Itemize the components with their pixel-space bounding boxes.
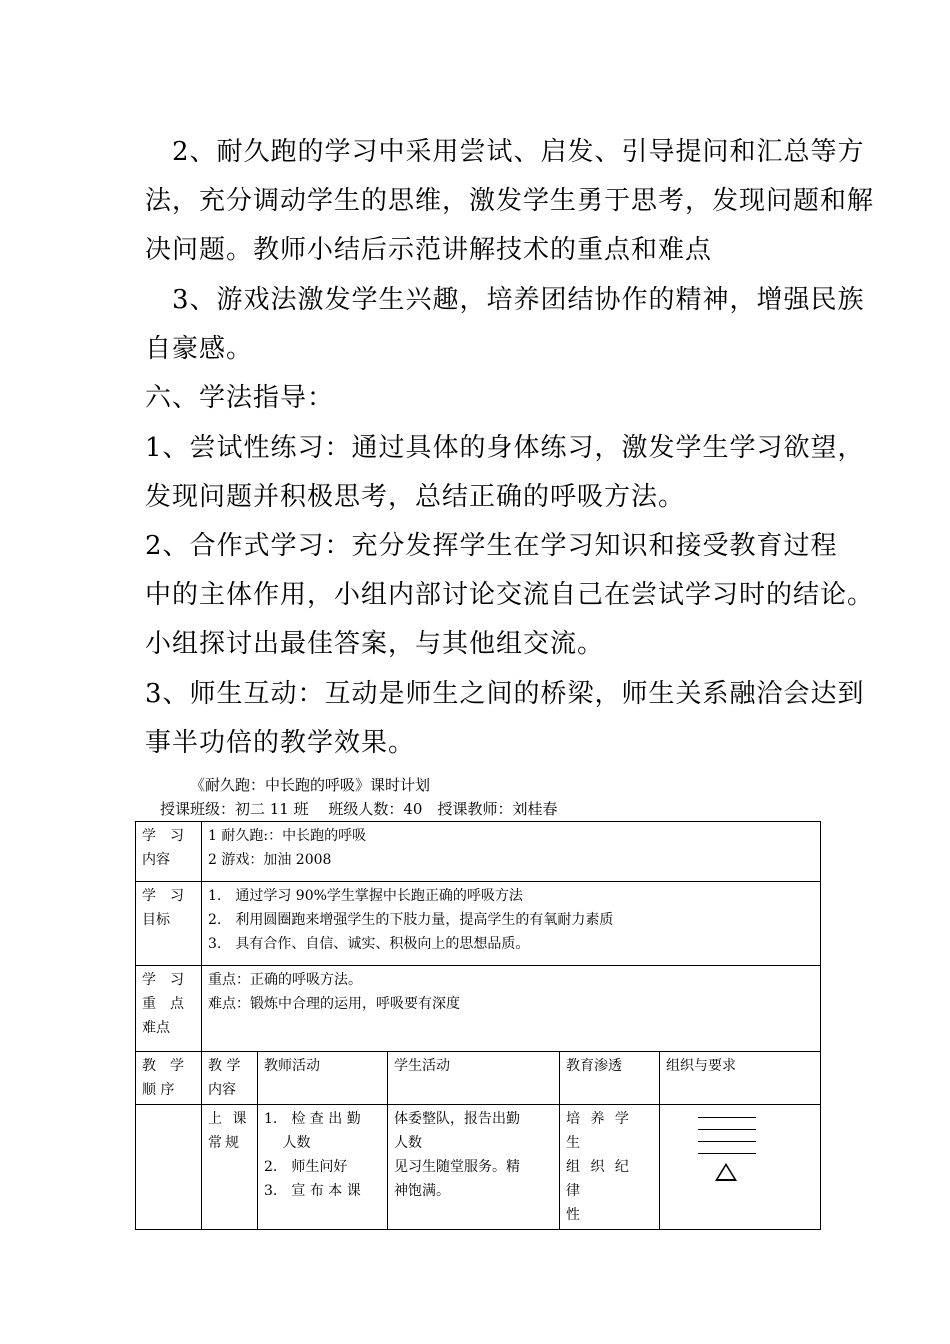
formation-line [698,1153,756,1154]
text-line: 中的主体作用，小组内部讨论交流自己在尝试学习时的结论。 [145,580,875,610]
teacher-activity-cell: 1. 检 查 出 勤 人数 2. 师生问好 3. 宣 布 本 课 [258,1105,388,1230]
text-line: 2、耐久跑的学习中采用尝试、启发、引导提问和汇总等方 [145,137,865,167]
table-header-row [136,1052,821,1105]
education-cell: 培 养 学 生 组 织 纪 律 性 [560,1105,660,1230]
table-row-goals [136,882,821,966]
paragraph-guidance-2 [145,522,875,669]
content-cell: 1 耐久跑:：中长跑的呼吸 2 游戏：加油 2008 [202,822,821,882]
paragraph-guidance-1 [145,424,865,522]
text-line: 1、尝试性练习：通过具体的身体练习，激发学生学习欲望， [145,433,865,463]
text-line: 决问题。教师小结后示范讲解技术的重点和难点 [145,235,713,265]
header-content: 教 学 内容 [202,1052,258,1105]
label-cell-content: 学 习 内容 [136,822,202,882]
content-cell-routine: 上 课 常规 [202,1105,258,1230]
formation-line [698,1117,756,1118]
text-line: 自豪感。 [145,334,254,364]
text-line: 3、师生互动：互动是师生之间的桥梁，师生关系融洽会达到 [145,679,865,709]
table-row-content [136,822,821,882]
lesson-plan-title: 《耐久跑：中长跑的呼吸》课时计划 [190,776,431,794]
text-line: 小组探讨出最佳答案，与其他组交流。 [145,629,605,659]
table-row [136,1105,821,1230]
organization-cell [660,1105,821,1230]
goals-cell: 1. 通过学习 90%学生掌握中长跑正确的呼吸方法 2. 利用圆圈跑来增强学生的下肢力量，提高学生的有氧耐力素质 3. 具有合作、自信、诚实、积极向上的思想品质。 [202,882,821,966]
teacher-triangle-icon [715,1163,737,1181]
header-student-activity: 学生活动 [388,1052,560,1105]
keypoints-cell: 重点：正确的呼吸方法。 难点：锻炼中合理的运用，呼吸要有深度 [202,966,821,1052]
formation-line [698,1129,756,1130]
table-row-keypoints [136,966,821,1052]
order-cell [136,1105,202,1230]
header-order: 教 学 顺 序 [136,1052,202,1105]
formation-line [698,1141,756,1142]
paragraph-guidance-3 [145,670,865,768]
text-line: 3、游戏法激发学生兴趣，培养团结协作的精神，增强民族 [145,285,865,315]
label-cell-keypoints: 学 习 重 点 难点 [136,966,202,1052]
text-line: 六、学法指导： [145,383,335,413]
paragraph-method-2 [145,128,875,275]
header-teacher-activity: 教师活动 [258,1052,388,1105]
text-line: 发现问题并积极思考，总结正确的呼吸方法。 [145,482,686,512]
student-activity-cell: 体委整队，报告出勤 人数 见习生随堂服务。精 神饱满。 [388,1105,560,1230]
text-line: 事半功倍的教学效果。 [145,728,416,758]
section-heading-study-guidance [145,374,825,423]
formation-diagram [666,1107,814,1187]
label-cell-goals: 学 习 目标 [136,882,202,966]
lesson-plan-table [135,821,821,1230]
header-organization: 组织与要求 [660,1052,821,1105]
text-line: 2、合作式学习：充分发挥学生在学习知识和接受教育过程 [145,531,838,561]
paragraph-method-3 [145,276,865,374]
lesson-plan-meta: 授课班级：初二 11 班 班级人数：40 授课教师：刘桂春 [160,800,558,818]
header-education: 教育渗透 [560,1052,660,1105]
text-line: 法，充分调动学生的思维，激发学生勇于思考，发现问题和解 [145,186,875,216]
